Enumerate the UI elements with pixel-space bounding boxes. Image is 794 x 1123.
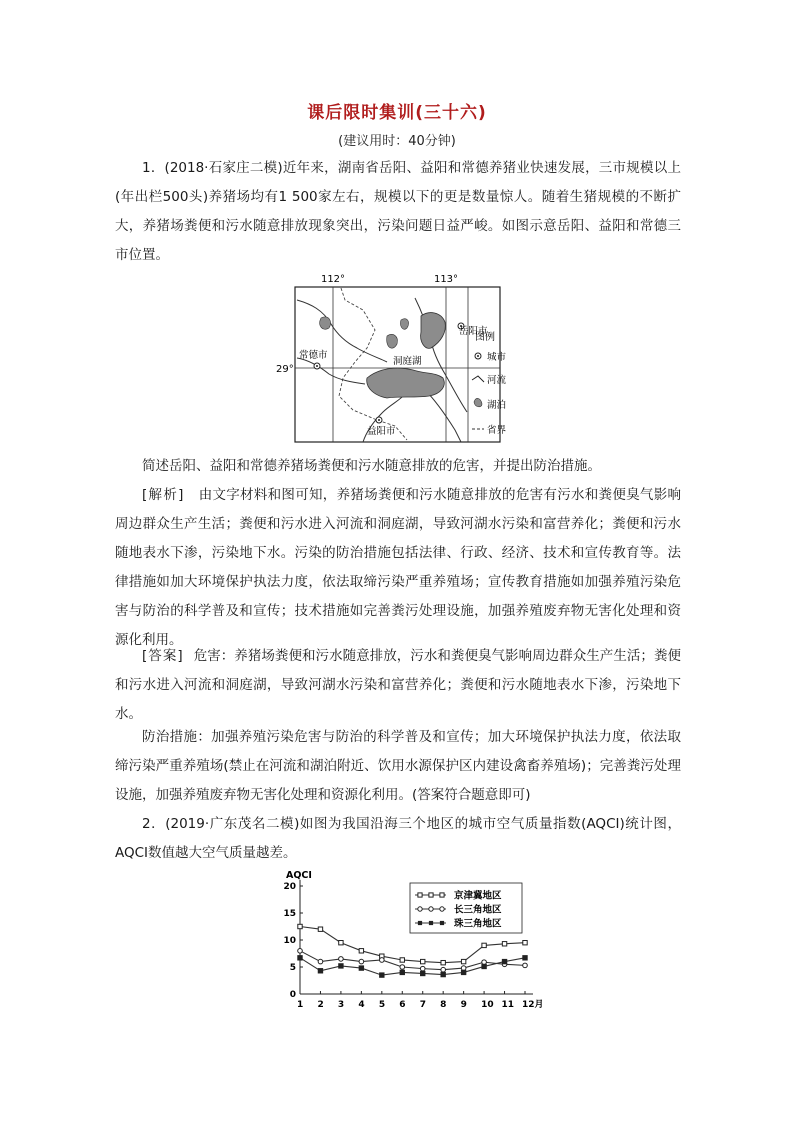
- data-point-s2: [318, 959, 323, 964]
- data-point-s3: [339, 964, 343, 968]
- legend-label-3: 珠三角地区: [454, 918, 502, 930]
- y-tick-label: 10: [283, 936, 296, 946]
- map-lat-label: 29°: [276, 364, 294, 375]
- lake-label: 洞庭湖: [393, 356, 422, 367]
- river-west: [297, 358, 365, 384]
- legend-river-icon: [472, 376, 484, 382]
- y-axis-label: AQCI: [286, 870, 312, 881]
- y-tick-label: 0: [289, 990, 296, 1000]
- data-point-s3: [298, 956, 302, 960]
- x-tick-label: 8: [440, 1000, 447, 1010]
- data-point-s1: [461, 959, 465, 963]
- data-point-s2: [523, 963, 528, 968]
- city-changde: 常德市: [299, 350, 328, 361]
- data-point-s3: [400, 970, 404, 974]
- x-tick-label: 5: [378, 1000, 386, 1010]
- q1-analysis: [115, 481, 681, 655]
- legend-marker-2: [440, 907, 444, 911]
- legend-marker-1: [429, 893, 433, 897]
- analysis-tag: [解析]: [142, 487, 185, 503]
- location-map: [275, 270, 525, 445]
- data-point-s3: [482, 964, 486, 968]
- x-tick-label: 7: [419, 1000, 426, 1010]
- data-point-s3: [421, 971, 425, 975]
- legend-boundary: 省界: [487, 425, 507, 436]
- x-tick-label: 11: [501, 1000, 515, 1010]
- lake-small-1: [387, 334, 398, 348]
- x-tick-label: 10: [481, 1000, 494, 1010]
- data-point-s3: [441, 972, 445, 976]
- data-point-s1: [318, 927, 322, 931]
- q1-intro: 1．(2018·石家庄二模)近年来，湖南省岳阳、益阳和常德养猪业快速发展，三市规模以上(年出栏500头)养猪场均有1 500家左右，规模以下的更是数量惊人。随着生猪规模的不断扩大，养猪场粪便和污水随意排放现象突出，污染问题日益严峻。如图示意岳阳、益阳和常德三市位置。: [115, 160, 681, 263]
- map-lon-left: 112°: [320, 274, 346, 285]
- lake-small-2: [400, 319, 408, 330]
- data-point-s3: [318, 969, 322, 973]
- data-point-s2: [339, 957, 344, 962]
- city-marker-changde-dot: [316, 365, 318, 367]
- y-tick-label: 20: [283, 882, 296, 892]
- data-point-s1: [359, 949, 363, 953]
- x-tick-label: 12月: [522, 1000, 544, 1010]
- city-yueyang: 岳阳市: [459, 326, 488, 337]
- legend-river: 河流: [487, 375, 507, 386]
- lake-east: [421, 313, 446, 349]
- legend-lake-icon: [474, 398, 482, 406]
- x-tick-label: 9: [460, 1000, 467, 1010]
- data-point-s2: [298, 949, 303, 954]
- y-tick-label: 15: [283, 909, 296, 919]
- data-point-s2: [482, 960, 487, 965]
- data-point-s1: [523, 941, 527, 945]
- x-tick-label: 3: [337, 1000, 345, 1010]
- data-point-s2: [461, 966, 466, 971]
- data-point-s2: [441, 967, 446, 972]
- x-tick-label: 6: [399, 1000, 406, 1010]
- data-point-s1: [298, 924, 302, 928]
- q1-measures: 防治措施：加强养殖污染危害与防治的科学普及和宣传；加大环境保护执法力度，依法取缔污染严重养殖场(禁止在河流和湖泊附近、饮用水源保护区内建设禽畜养殖场)；完善粪污处理设施，加强养殖废弃物无害化处理和资源化利用。(答案符合题意即可): [115, 729, 681, 803]
- city-yiyang: 益阳市: [367, 426, 396, 437]
- legend-lake: 湖泊: [487, 400, 507, 411]
- x-tick-label: 2: [317, 1000, 324, 1010]
- data-point-s1: [502, 942, 506, 946]
- x-tick-label: 4: [358, 1000, 365, 1010]
- data-point-s2: [359, 959, 364, 964]
- data-point-s2: [380, 958, 385, 963]
- x-tick-label: 1: [297, 1000, 304, 1010]
- data-point-s1: [400, 958, 404, 962]
- legend-label-1: 京津冀地区: [454, 890, 502, 902]
- legend-marker-3: [440, 921, 444, 925]
- river-east: [425, 390, 461, 442]
- q1-question: 简述岳阳、益阳和常德养猪场粪便和污水随意排放的危害，并提出防治措施。: [142, 458, 601, 474]
- map-lon-right: 113°: [433, 274, 459, 285]
- legend-marker-3: [429, 921, 433, 925]
- aqci-line-chart: [270, 868, 560, 1016]
- data-point-s2: [400, 965, 405, 970]
- data-point-s2: [420, 966, 425, 971]
- analysis-text: 由文字材料和图可知，养猪场粪便和污水随意排放的危害有污水和粪便臭气影响周边群众生产生活；粪便和污水进入河流和洞庭湖，导致河湖水污染和富营养化；粪便和污水随地表水下渗，污染地下水。污染的防治措施包括法律、行政、经济、技术和宣传教育等。法律措施如加大环境保护执法力度，依法取缔污染严重养殖场；宣传教育措施如加强养殖污染危害与防治的科学普及和宣传；技术措施如完善粪污处理设施，加强养殖废弃物无害化处理和资源化利用。: [115, 487, 681, 648]
- legend-marker-1: [418, 893, 422, 897]
- q2-intro: 2．(2019·广东茂名二模)如图为我国沿海三个地区的城市空气质量指数(AQCI)统计图，AQCI数值越大空气质量越差。: [115, 816, 681, 861]
- data-point-s1: [421, 959, 425, 963]
- q1-answer: [115, 642, 681, 729]
- legend-marker-2: [418, 907, 422, 911]
- data-point-s1: [339, 941, 343, 945]
- page-title: 课后限时集训(三十六): [307, 103, 487, 123]
- data-point-s3: [461, 970, 465, 974]
- y-tick-label: 5: [289, 963, 296, 973]
- data-point-s1: [441, 960, 445, 964]
- answer-tag: [答案]: [142, 648, 184, 664]
- legend-city: 城市: [487, 352, 507, 363]
- time-hint: (建议用时：40分钟): [338, 134, 456, 149]
- legend-title: 图例: [475, 332, 495, 343]
- data-point-s3: [380, 973, 384, 977]
- data-point-s3: [359, 966, 363, 970]
- answer-harm-text: 危害：养猪场粪便和污水随意排放，污水和粪便臭气影响周边群众生产生活；粪便和污水进入河流和洞庭湖，导致河湖水污染和富营养化；粪便和污水随地表水下渗，污染地下水。: [115, 648, 681, 722]
- data-point-s3: [523, 956, 527, 960]
- legend-marker-3: [418, 921, 422, 925]
- data-point-s1: [482, 943, 486, 947]
- legend-label-2: 长三角地区: [454, 904, 502, 916]
- lake-small-3: [320, 317, 331, 329]
- legend-city-icon-dot: [477, 355, 479, 357]
- legend-marker-1: [440, 893, 444, 897]
- legend-marker-2: [429, 907, 433, 911]
- data-point-s3: [502, 959, 506, 963]
- city-marker-yiyang-dot: [378, 419, 380, 421]
- lake-dongting: [367, 368, 444, 398]
